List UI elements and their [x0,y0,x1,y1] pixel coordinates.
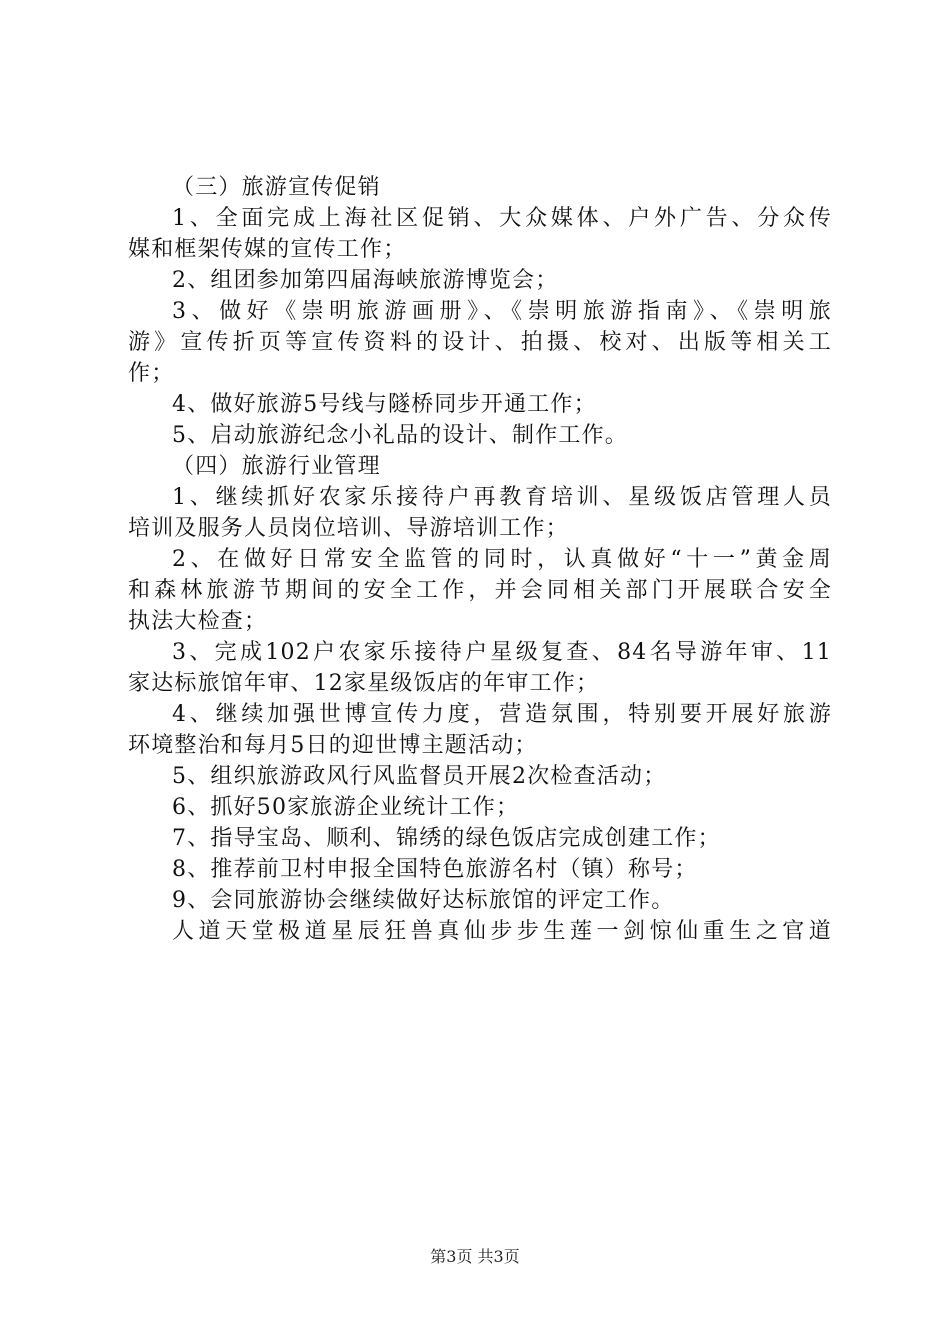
text-line: 2、组团参加第四届海峡旅游博览会； [172,268,559,293]
text-line: 执法大检查； [128,609,268,634]
text-line: 3、做好《崇明旅游画册》、《崇明旅游指南》、《崇明旅 [172,299,832,324]
page-footer: 第3页 共3页 [430,1247,520,1266]
text-line: 4、做好旅游5号线与隧桥同步开通工作； [172,392,597,417]
text-line: 和森林旅游节期间的安全工作，并会同相关部门开展联合安全 [128,578,832,603]
text-line: 环境整治和每月5日的迎世博主题活动； [128,733,538,758]
text-line: 作； [128,361,175,386]
text-line: 7、指导宝岛、顺利、锦绣的绿色饭店完成创建工作； [172,826,721,851]
text-line: 2、在做好日常安全监管的同时，认真做好“十一”黄金周 [172,547,832,572]
text-line: 9、会同旅游协会继续做好达标旅馆的评定工作。 [172,888,675,913]
text-line: 5、组织旅游政风行风监督员开展2次检查活动； [172,764,667,789]
text-line: 培训及服务人员岗位培训、导游培训工作； [128,516,569,541]
text-line: 8、推荐前卫村申报全国特色旅游名村（镇）称号； [172,857,698,882]
text-line: 游》宣传折页等宣传资料的设计、拍摄、校对、出版等相关工 [128,330,832,355]
text-line: 5、启动旅游纪念小礼品的设计、制作工作。 [172,423,628,448]
text-line: 6、抓好50家旅游企业统计工作； [172,795,520,820]
text-line: 1、继续抓好农家乐接待户再教育培训、星级饭店管理人员 [172,485,832,510]
text-line: （四）旅游行业管理 [172,454,381,479]
text-line: 3、完成102户农家乐接待户星级复查、84名导游年审、11 [172,640,832,665]
text-line: （三）旅游宣传促销 [172,175,381,200]
text-line: 家达标旅馆年审、12家星级饭店的年审工作； [128,671,600,696]
document-body [128,172,832,947]
text-line: 媒和框架传媒的宣传工作； [128,237,407,262]
text-line: 1、全面完成上海社区促销、大众媒体、户外广告、分众传 [172,206,832,231]
text-line: 人道天堂极道星辰狂兽真仙步步生莲一剑惊仙重生之官道 [172,919,832,944]
text-line: 4、继续加强世博宣传力度，营造氛围，特别要开展好旅游 [172,702,832,727]
